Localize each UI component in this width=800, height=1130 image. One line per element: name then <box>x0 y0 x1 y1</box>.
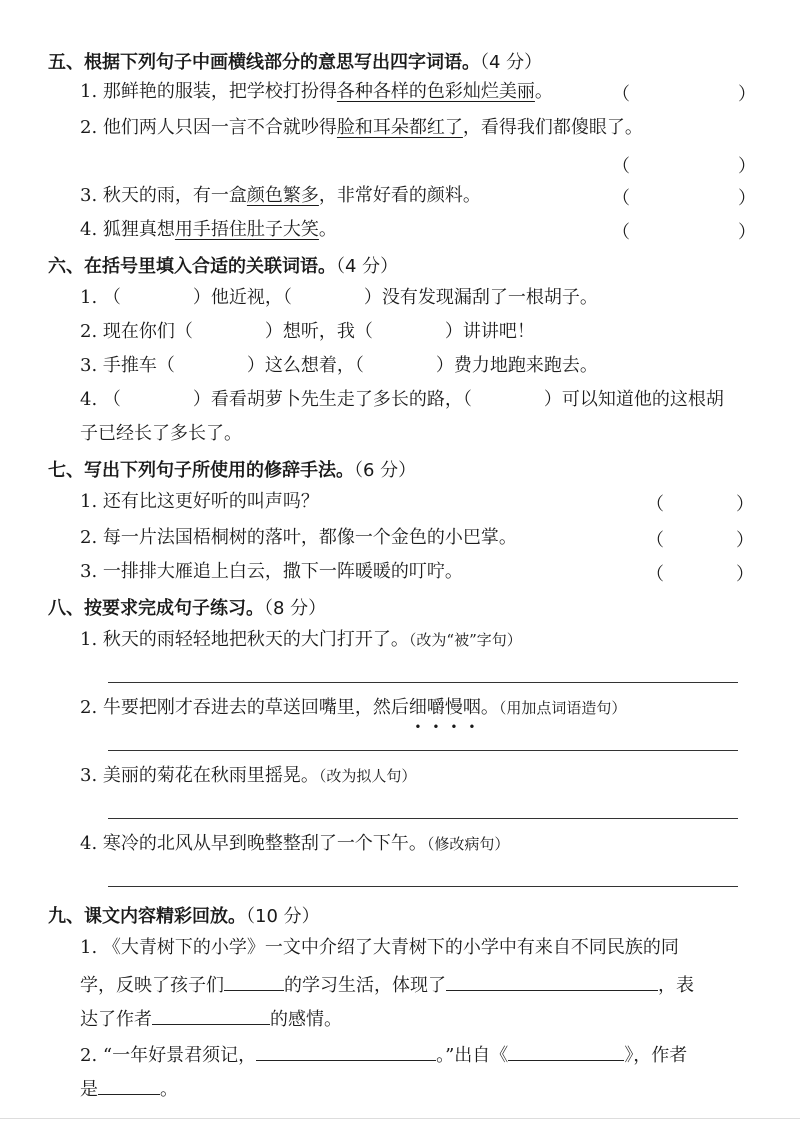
instruction-note: （改为“被”字句） <box>408 631 522 649</box>
page-bottom-divider <box>0 1118 800 1119</box>
underlined-phrase: 用手捂住肚子大笑 <box>174 219 319 240</box>
section-7-title: 七、写出下列句子所使用的修辞手法。（6 分） <box>48 460 417 481</box>
instruction-note: （用加点词语造句） <box>498 699 627 717</box>
s6-question-4[interactable]: 4. （ ）看看胡萝卜先生走了多长的路，（ ）可以知道他的这根胡 <box>80 389 724 410</box>
underlined-phrase: 颜色繁多 <box>246 185 319 206</box>
answer-line[interactable] <box>108 886 738 887</box>
s7-question-3: 3. 一排排大雁追上白云，撒下一阵暖暖的叮咛。 <box>80 561 463 582</box>
section-9-title: 九、课文内容精彩回放。（10 分） <box>48 906 320 927</box>
fill-blank[interactable] <box>152 1006 270 1025</box>
s7-question-1: 1. 还有比这更好听的叫声吗？ <box>80 491 319 512</box>
instruction-note: （改为拟人句） <box>318 767 417 785</box>
section-title-text: 五、根据下列句子中画横线部分的意思写出四字词语。 <box>48 52 480 73</box>
underlined-phrase: 脸和耳朵都红了 <box>336 117 463 138</box>
s9-question-2: 2. “一年好景君须记， 。”出自《 》，作者 <box>80 1042 687 1068</box>
answer-paren[interactable]: （ ） <box>612 222 756 243</box>
s6-question-4-cont: 子已经长了多长了。 <box>80 423 242 444</box>
answer-paren[interactable]: （ ） <box>646 564 754 585</box>
fill-blank[interactable] <box>256 1042 436 1061</box>
dotted-char: 细 <box>408 697 427 718</box>
s5-question-1: 1. 那鲜艳的服装，把学校打扮得各种各样的色彩灿烂美丽。 <box>80 81 553 102</box>
s5-question-2: 2. 他们两人只因一言不合就吵得脸和耳朵都红了，看得我们都傻眼了。 <box>80 117 643 138</box>
answer-paren[interactable]: （ ） <box>612 156 756 177</box>
s8-question-4: 4. 寒冷的北风从早到晚整整刮了一个下午。（修改病句） <box>80 833 510 854</box>
s9-question-1: 1. 《大青树下的小学》一文中介绍了大青树下的小学中有来自不同民族的同 <box>80 937 679 958</box>
fill-blank[interactable] <box>224 972 284 991</box>
answer-paren[interactable]: （ ） <box>612 188 756 209</box>
s5-question-3: 3. 秋天的雨，有一盒颜色繁多，非常好看的颜料。 <box>80 185 481 206</box>
fill-blank[interactable] <box>98 1076 160 1095</box>
fill-blank[interactable] <box>446 972 658 991</box>
answer-paren[interactable]: （ ） <box>646 530 754 551</box>
section-points: （4 分） <box>480 52 543 73</box>
answer-line[interactable] <box>108 818 738 819</box>
s9-question-1-line2: 学，反映了孩子们 的学习生活，体现了 ，表 <box>80 972 694 998</box>
s7-question-2: 2. 每一片法国梧桐树的落叶，都像一个金色的小巴掌。 <box>80 527 517 548</box>
answer-paren[interactable]: （ ） <box>612 84 756 105</box>
answer-paren[interactable]: （ ） <box>646 494 754 515</box>
s9-question-2-line2: 是 。 <box>80 1076 178 1102</box>
s6-question-3[interactable]: 3. 手推车（ ）这么想着，（ ）费力地跑来跑去。 <box>80 355 598 376</box>
dotted-char: 嚼 <box>426 697 445 718</box>
dotted-char: 咽 <box>462 697 481 718</box>
section-6-title: 六、在括号里填入合适的关联词语。（4 分） <box>48 256 399 277</box>
s6-question-1[interactable]: 1. （ ）他近视，（ ）没有发现漏刮了一根胡子。 <box>80 287 598 308</box>
section-5-title <box>48 48 542 74</box>
s8-question-3: 3. 美丽的菊花在秋雨里摇晃。（改为拟人句） <box>80 765 417 786</box>
fill-blank[interactable] <box>508 1042 624 1061</box>
section-8-title: 八、按要求完成句子练习。（8 分） <box>48 598 327 619</box>
instruction-note: （修改病句） <box>426 835 510 853</box>
dotted-char: 慢 <box>444 697 463 718</box>
s8-question-1: 1. 秋天的雨轻轻地把秋天的大门打开了。（改为“被”字句） <box>80 629 522 650</box>
s5-question-4: 4. 狐狸真想用手捂住肚子大笑。 <box>80 219 337 240</box>
s8-question-2: 2. 牛要把刚才吞进去的草送回嘴里，然后细嚼慢咽。（用加点词语造句） <box>80 697 627 718</box>
answer-line[interactable] <box>108 750 738 751</box>
s6-question-2[interactable]: 2. 现在你们（ ）想听，我（ ）讲讲吧！ <box>80 321 535 342</box>
answer-line[interactable] <box>108 682 738 683</box>
underlined-phrase: 各种各样的色彩灿烂美丽 <box>336 81 535 102</box>
s9-question-1-line3: 达了作者 的感情。 <box>80 1006 342 1032</box>
